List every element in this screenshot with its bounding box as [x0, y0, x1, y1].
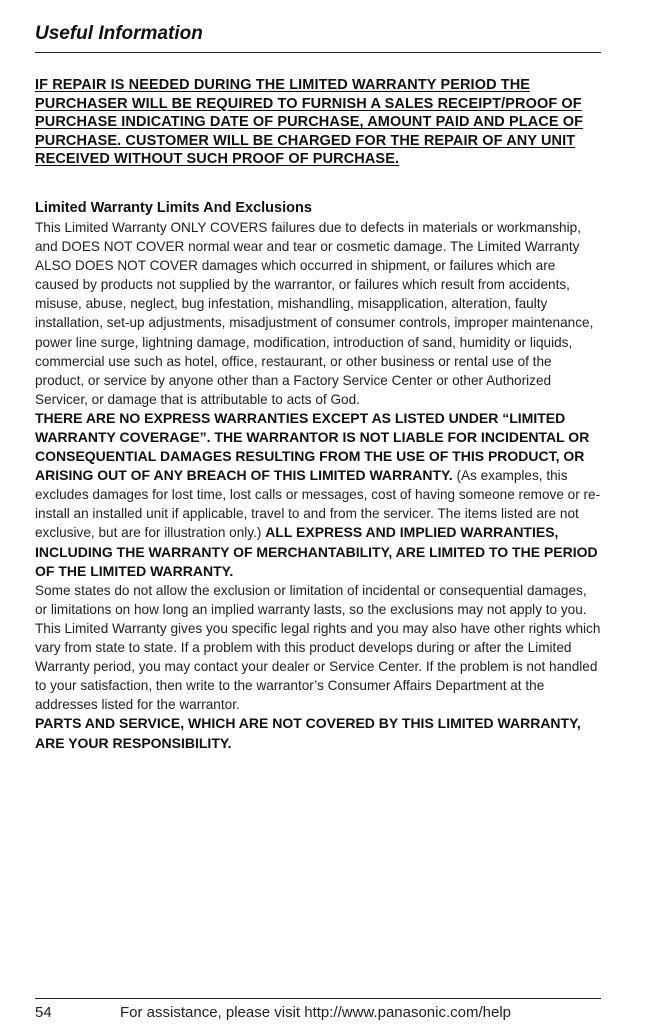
page-title: Useful Information [35, 23, 203, 44]
page-number: 54 [35, 1004, 52, 1021]
page-header [35, 22, 601, 53]
header-divider [35, 52, 601, 53]
examples-text: (As examples, this excludes damages for lost time, lost calls or messages, cost of having someone remove or re-install an installed unit if applicable, travel to and from the servicer. The items listed are not exclusive, but are for illustration only.) [35, 468, 601, 541]
footer-divider [35, 998, 601, 999]
footer-assistance-text: For assistance, please visit http://www.panasonic.com/help [120, 1004, 512, 1021]
state-exclusions-paragraph: Some states do not allow the exclusion or limitation of incidental or consequential damages, or limitations on how long an implied warranty lasts, so the exclusions may not apply to you. [35, 582, 587, 617]
no-express-warranties-statement: THERE ARE NO EXPRESS WARRANTIES EXCEPT AS LISTED UNDER “LIMITED WARRANTY COVERAGE”. THE WARRANTOR IS NOT LIABLE FOR INCIDENTAL OR CONSEQUENTIAL DAMAGES RESULTING FROM THE USE OF THIS PRODUCT, OR ARISING OUT OF ANY BREACH OF THIS LIMITED WARRANTY. [35, 409, 590, 484]
legal-rights-paragraph: This Limited Warranty gives you specific legal rights and you may also have other rights which vary from state to state. If a problem with this product develops during or after the Limited Warranty period, you may contact your dealer or Service Center. If the problem is not handled to your satisfaction, then write to the warrantor’s Consumer Affairs Department at the addresses listed for the warrantor. [35, 620, 601, 713]
proof-of-purchase-notice: IF REPAIR IS NEEDED DURING THE LIMITED WARRANTY PERIOD THE PURCHASER WILL BE REQUIRED TO FURNISH A SALES RECEIPT/PROOF OF PURCHASE INDICATING DATE OF PURCHASE, AMOUNT PAID AND PLACE OF PURCHASE. CUSTOMER WILL BE CHARGED FOR THE REPAIR OF ANY UNIT RECEIVED WITHOUT SUCH PROOF OF PURCHASE. [35, 77, 584, 168]
responsibility-statement: PARTS AND SERVICE, WHICH ARE NOT COVERED BY THIS LIMITED WARRANTY, ARE YOUR RESPONSIBILITY. [35, 715, 581, 751]
page-content [35, 76, 601, 753]
section-title: Limited Warranty Limits And Exclusions [35, 199, 312, 216]
no-express-warranties-paragraph [35, 409, 601, 581]
implied-warranties-statement: ALL EXPRESS AND IMPLIED WARRANTIES, INCLUDING THE WARRANTY OF MERCHANTABILITY, ARE LIMITED TO THE PERIOD OF THE LIMITED WARRANTY. [35, 524, 598, 579]
page-footer [35, 1003, 601, 1023]
exclusions-paragraph: This Limited Warranty ONLY COVERS failures due to defects in materials or workmanship, and DOES NOT COVER normal wear and tear or cosmetic damage. The Limited Warranty ALSO DOES NOT COVER damages which occurred in shipment, or failures which are caused by products not supplied by the warrantor, or failures which result from accidents, misuse, abuse, neglect, bug infestation, mishandling, misapplication, alteration, faulty installation, set-up adjustments, misadjustment of consumer controls, improper maintenance, power line surge, lightning damage, modification, introduction of sand, humidity or liquids, commercial use such as hotel, office, restaurant, or other business or rental use of the product, or service by anyone other than a Factory Service Center or other Authorized Servicer, or damage that is attributable to acts of God. [35, 219, 594, 407]
